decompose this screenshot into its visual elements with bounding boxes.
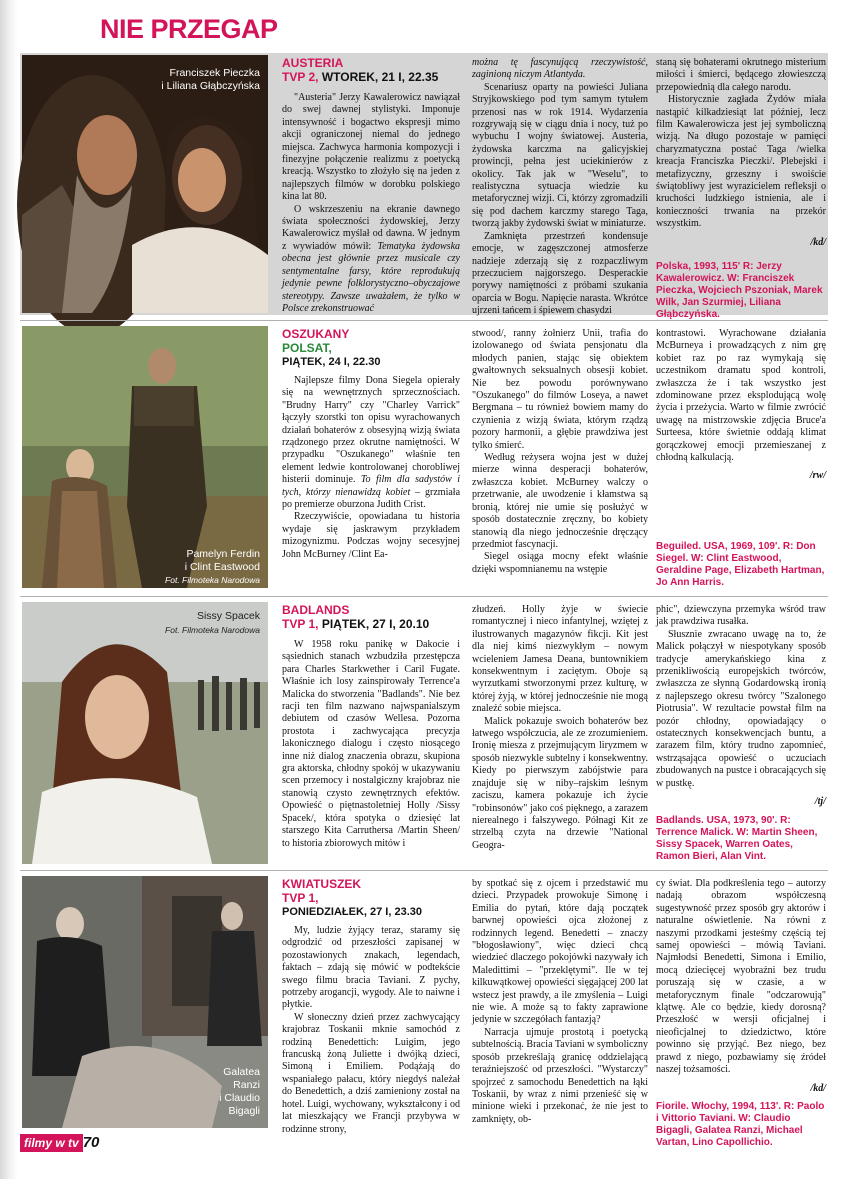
section-divider — [20, 320, 828, 321]
paragraph: stwood/, ranny żołnierz Unii, trafia do izolowanego od świata pensjonatu dla młodych panien, stając się obiektem gwałtownych seksualnych obsesji kobiet. Nie bez powodu porównywano "Oszukanego" do filmów Loseya, a nawet Bergmana – tu również bowiem mamy do czynienia z wizją świata, którym rządzą pozory harmonii, a głębie prawdziwa jest tylko śmierć. — [472, 328, 648, 451]
column-1 — [282, 328, 460, 590]
author-signature: /kd/ — [810, 236, 826, 248]
author-signature: /kd/ — [810, 1082, 826, 1094]
column-2 — [472, 878, 648, 1130]
airtime: PONIEDZIAŁEK, 27 I, 23.30 — [282, 906, 422, 918]
paragraph: "Austeria" Jerzy Kawalerowicz nawiązał do swej dawnej stylistyki. Imponuje intensywność i bogactwo ekspresji mimo akcji ograniczonej niemal do jednego miejsca. Zachwyca harmonia kompozycji i finezyjne połączenie realizmu z poetycką kreacją. Wszystko to złożyło się na jeden z najlepszych filmów w dorobku polskiego kina lat 80. — [282, 92, 460, 203]
column-2 — [472, 57, 648, 317]
film-credits: Beguiled. USA, 1969, 109'. R: Don Siegel. W: Clint Eastwood, Geraldine Page, Elizabeth Hartman, Jo Ann Harris. — [656, 540, 825, 588]
photo-caption: Sissy Spacek — [196, 610, 260, 622]
film-title: AUSTERIA — [282, 56, 344, 70]
channel: TVP 1, — [282, 891, 319, 905]
photo-badlands — [22, 602, 268, 864]
airtime: PIĄTEK, 24 I, 22.30 — [282, 356, 381, 368]
broadcast-info — [282, 617, 460, 631]
paragraph: Narracja ujmuje prostotą i poetycką subtelnością. Bracia Taviani w symboliczny sposób przekreślają granicę oddzielającą teraźniejszość od przeszłości. "Wystarczy" spojrzeć z samochodu Benedettich na łąki Toskanii, by wraz z nimi przenieść się w minione wieki i przekonać, że nie jest to zamknięty, ob- — [472, 1026, 649, 1125]
quote: Tematyka żydowska obecna jest głównie przez musicale czy sentymentalne farsy, które reprodukują jedynie pewne folklorystyczno–obyczajowe stereotypy. Zawsze uważałem, że tylko w Polsce zrekonstruować — [282, 240, 461, 314]
film-credits: Badlands. USA, 1973, 90'. R: Terrence Malick. W: Martin Sheen, Sissy Spacek, Warren Oates, Ramon Bieri, Alan Vint. — [656, 814, 818, 862]
paragraph: złudzeń. Holly żyje w świecie romantycznej i nieco infantylnej, wziętej z ilustrowanych magazynów fikcji. Kit jest dla niej kimś niezwykłym – nowym wcieleniem Jamesa Deana, buntownikiem konsekwentnym i zaciętym. Oboje są wyrzutkami stworzonymi przez kulturę, w której żyją, w której jednocześnie nie mogą znaleźć sobie miejsca. — [472, 604, 648, 715]
column-3 — [656, 878, 826, 1148]
paragraph-text: Najlepsze filmy Dona Siegela opierały się na wewnętrznych sprzecznościach. "Brudny Harry" czy "Charley Varrick" łączyły szorstki ton opisu wyrachowanych działań bohaterów z obsesyjną wizją świata rządzonego przez okrutne namiętności. W przypadku "Oszukanego" właśnie ten element ledwie kontrolowanej chorobliwej histerii dominuje. — [282, 375, 460, 486]
film-title: BADLANDS — [282, 603, 350, 617]
broadcast-channel — [282, 341, 460, 355]
section-divider — [20, 870, 828, 871]
photo-credit: Fot. Filmoteka Narodowa — [165, 625, 260, 635]
airtime: WTOREK, 21 I, 22.35 — [321, 70, 439, 84]
paragraph: Rzeczywiście, opowiadana tu historia wydaje się jaskrawym przykładem mizogynizmu. Podczas wojny secesyjnej John McBurney /Clint Ea- — [282, 511, 460, 560]
paragraph: phic", dziewczyna przemyka wśród traw jak prawdziwa rusałka. — [656, 604, 826, 628]
paragraph: W słoneczny dzień przez zachwycający krajobraz Toskanii mknie samochód z rodziną Benedettich: Luigim, jego francuską żoną Juliette i dwójką dzieci, Simoną i Emiliem. Podążają do wspaniałego pałacu, który niegdyś należał do Benedettich, a dziś zamieniony został na hotel. Luigi, wychowany, wykształcony i od lat mieszkający we Francji przybywa w rodzinne strony, — [282, 1011, 460, 1135]
section-divider — [20, 596, 828, 597]
page-number: 70 — [82, 1134, 100, 1151]
film-credits: Fiorile. Włochy, 1994, 113'. R: Paolo i Vittorio Taviani. W: Claudio Bigagli, Galatea Ranzi, Michael Vartan, Lino Capollichio. — [656, 1100, 825, 1148]
review-badlands — [20, 600, 828, 866]
column-3 — [656, 604, 826, 866]
film-still-badlands — [22, 602, 268, 864]
photo-caption: Pamelyn Ferdin i Clint Eastwood — [184, 548, 260, 573]
paragraph — [282, 204, 460, 316]
airtime: PIĄTEK, 27 I, 20.10 — [321, 617, 430, 631]
column-1 — [282, 877, 460, 1135]
film-title: KWIATUSZEK — [282, 877, 362, 891]
paragraph-text: O wskrzeszeniu na ekranie dawnego świata społeczności żydowskiej, Jerzy Kawalerowicz myślał od dawna. W jednym z wywiadów mówił: — [282, 203, 460, 252]
paragraph: Historycznie zagłada Żydów miała nastąpić kilkadziesiąt lat później, lecz film Kawalerowicza jest jej symboliczną wizją. Na długo pozostaje w pamięci charyzmatyczna postać Taga /wielka kreacja Franciszka Pieczki/. Plebejski i metafizyczny, grzeszny i swoiście świątobliwy jest wyrazicielem refleksji o kruchości ludzkiego istnienia, ale i konieczności trwania na przekór wszystkim. — [656, 94, 826, 230]
paragraph: W 1958 roku panikę w Dakocie i sąsiednich stanach wzbudziła przestępcza para Charles Starkwether i Caril Fugate. Właśnie ich losy zainspirowały Terrence'a Malicka do stworzenia "Badlands". Nie bez racji ten film nazwano najwspanialszym debiutem od czasów Wellesa. Pozorna prostota i zachwycająca precyzja lakonicznego dialogu i często niosącego inne niż dialog znaczenia obrazu, skupiona gra aktorska, chłodny spokój w ukazywaniu scen przemocy i nostalgiczny krajobraz nie stanowią czysto zewnętrznych efektów. Opowieść o piętnastoletniej Holly /Sissy Spacek/, która spotyka o dziesięć lat starszego Kita Carruthersa /Martin Sheen/ to historia zbiorowych mitów i — [282, 639, 460, 849]
channel: TVP 2, — [282, 70, 319, 84]
page-title: NIE PRZEGAP — [100, 14, 278, 44]
paragraph — [282, 375, 460, 511]
quote: To film dla sadystów i tych, którzy nienawidzą kobiet — [282, 474, 460, 498]
paragraph: cy świat. Dla podkreślenia tego – autorzy nadają obrazom współczesną sugestywność przez sposób gry aktorów i naturalne oświetlenie. Na równi z naszymi przodkami jesteśmy częścią tej samej opowieści – mówią Taviani. Najmłodsi Benedetti, Simona i Emilio, mocą dziecięcej wyobraźni bez trudu poruszają się w czasie, a w metaforycznym finale "odczarowują" klątwę. Ale co będzie, kiedy dorosną? Przeszłość w wersji oficjalnej i nieoficjalnej to dziedzictwo, które powinno się przyjąć. Bez niego, bez prawd z niego, pozbawiamy się źródeł naszej tożsamości. — [656, 878, 826, 1076]
paragraph: Według reżysera wojna jest w dużej mierze winna desperacji bohaterów, zwłaszcza kobiet. McBurney walczy o przetrwanie, ale uwodzenie i kłamstwa są bronią, której nie umie się posłużyć w sposób dostatecznie zręczny, bo kobiety stanowią dla niego jednocześnie dręczący przedmiot fascynacji. — [472, 452, 648, 550]
film-still-austeria — [22, 55, 268, 313]
broadcast-channel — [282, 891, 460, 905]
review-oszukany — [20, 324, 828, 592]
paragraph: Zamknięta przestrzeń kondensuje emocje, w zagęszczonej atmosferze nadzieje zderzają się z rozpaczliwym przeczuciem najgorszego. Desperackie porywy namiętności z próbami szukania oparcia w Bogu. Napięcie narasta. Wkrótce ujrzeni tańcem i śpiewem chasydzi — [472, 230, 648, 317]
quote: można tę fascynującą rzeczywistość, zaginioną niczym Atlantyda. — [472, 57, 648, 81]
page-footer — [20, 1134, 99, 1158]
film-title: OSZUKANY — [282, 327, 350, 341]
column-2 — [472, 604, 648, 866]
paragraph: staną się bohaterami okrutnego misterium miłości i śmierci, będącego złowieszczą przepowiednią dla całego narodu. — [656, 57, 826, 93]
channel: TVP 1, — [282, 617, 319, 631]
author-signature: /tj/ — [814, 796, 826, 808]
paragraph: My, ludzie żyjący teraz, staramy się odgrodzić od przeszłości zapisanej w pozostawionych znakach, legendach, faktach – zdają się mówić w podtekście swego filmu bracia Taviani. Z pychy, potrzeby arogancji, wygody. Ale to naiwne i płytkie. — [282, 925, 460, 1011]
photo-kwiatuszek — [22, 876, 268, 1128]
paragraph: Malick pokazuje swoich bohaterów bez łatwego współczucia, ale ze zrozumieniem. Ironię miesza z przejmującym liryzmem w sposób niezwykle subtelny i konsekwentny. Kiedy po pierwszym zabójstwie para znajduje się w niby–rajskim leśnym zaciszu, kamera pokazuje ich życie "robinsonów" jako coś pięknego, a zarazem nierealnego i fałszywego. Półnagi Kit ze strzelbą czyta na drzewie "National Geogra- — [472, 715, 648, 851]
channel: POLSAT, — [282, 341, 332, 355]
photo-credit: Fot. Filmoteka Narodowa — [165, 575, 260, 585]
broadcast-info — [282, 70, 460, 84]
paragraph: by spotkać się z ojcem i przedstawić mu dzieci. Przypadek prowokuje Simonę i Emilia do pytań, które dają początek barwnej opowieści ojca złożonej z rodzinnych legend. Benedetti – znaczy "błogosławiony", więc dzieci chcą wiedzieć dlaczego pokojówki nazywały ich Maledittimi – "przeklętymi". Ile w tej kilkuwątkowej opowieści sięgającej 200 lat wstecz jest prawdy, a ile zmyślenia – Luigi nie wie. A może są to fakty zaprawione jedynie w szczegółach fantazją? — [472, 878, 648, 1026]
column-2 — [472, 328, 648, 590]
film-credits: Polska, 1993, 115' R: Jerzy Kawalerowicz. W: Franciszek Pieczka, Wojciech Pszoniak, Marek Wilk, Jan Szurmiej, Liliana Głąbczyńska. — [656, 261, 823, 321]
paragraph: Słusznie zwracano uwagę na to, że Malick połączył w niespotykany sposób tradycje amerykańskiego kina z przenikliwością europejskich twórców, zwłaszcza ze słynną Godardowską ironią z najlepszego okresu twórcy "Szalonego Piotrusia". W rezultacie powstał film na pozór chłodny, opowiadający o ostatecznych konsekwencjach buntu, a zarazem film, który trudno zapomnieć, wstrząsająca opowieść o uczuciach zbudowanych na pustce i obracających się w pustkę. — [656, 628, 826, 789]
paragraph: kontrastowi. Wyrachowane działania McBurneya i prowadzących z nim grę kobiet raz po raz wymykają się uczestnikom dramatu spod kontroli, zwłaszcza że i tak wszystko jest zdominowane przez eksplodującą wolę życia i przeżycia. Warto w filmie zwrócić uwagę na mistrzowskie zdjęcia Bruce'a Surteesa, które świetnie oddają klimat gorączkowej emocji przemieszanej z chłodną kalkulacją. — [656, 328, 826, 464]
column-1 — [282, 57, 460, 313]
photo-oszukany — [22, 326, 268, 588]
review-austeria — [20, 53, 828, 321]
paragraph-text: – grzmiała po premierze oburzona Judith Crist. — [282, 486, 461, 511]
author-signature: /rw/ — [809, 470, 826, 482]
magazine-name: filmy w tv — [20, 1134, 83, 1152]
photo-caption: Galatea Ranzi i Claudio Bigagli — [219, 1066, 260, 1117]
column-3 — [656, 57, 826, 321]
page-spine — [0, 0, 18, 1179]
paragraph: Scenariusz oparty na powieści Juliana Stryjkowskiego pod tym samym tytułem przenosi nas w rok 1914. Wydarzenia rozgrywają się w ciągu dnia i nocy, tuż po wybuchu I wojny światowej. Austeria, żydowska karczma na galicyjskiej prowincji, pełna jest uciekinierów z okolicy. Tak jak w "Weselu", to realistyczna sytuacja wiedzie ku metaforycznej wizji. Ci, którzy zgromadzili się pod dachem karczmy starego Taga, tworzą jakby żydowski świat w miniaturze. — [472, 81, 648, 230]
photo-caption: Franciszek Pieczka i Liliana Głąbczyńska — [161, 67, 260, 92]
photo-austeria — [22, 55, 268, 313]
column-3 — [656, 328, 826, 590]
paragraph: Siegel osiąga mocny efekt właśnie dzięki wspomnianemu na wstępie — [472, 551, 648, 575]
column-1 — [282, 604, 460, 866]
